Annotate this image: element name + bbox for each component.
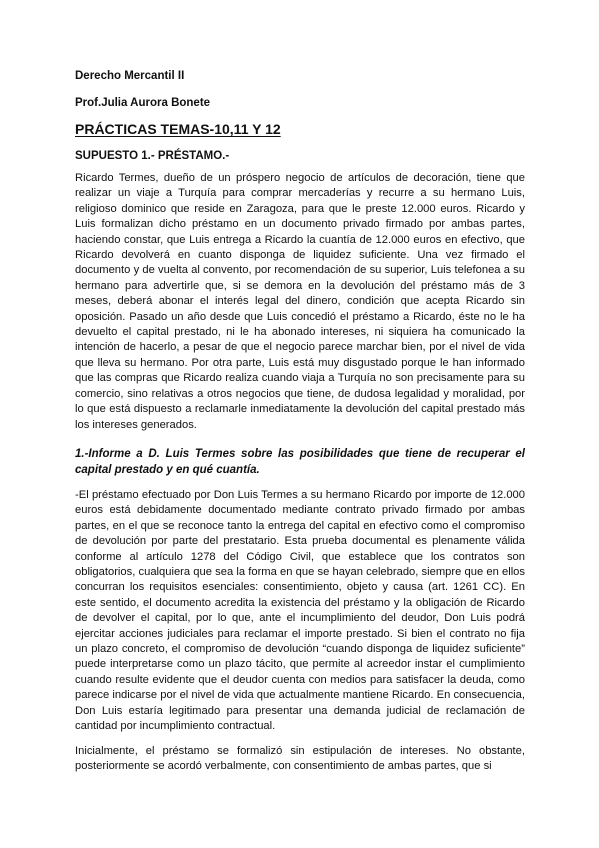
answer-paragraph: -El préstamo efectuado por Don Luis Termes a su hermano Ricardo por importe de 12.000 euros está debidamente documentado mediante contrato privado firmado por ambas partes, en el que se reconoce tanto la entrega del capital en efectivo como el compromiso de devolución por parte del prestatario. Esta prueba documental es plenamente válida conforme al artículo 1278 del Código Civil, que establece que los contratos son obligatorios, cualquiera que sea la forma en que se hayan celebrado, siempre que en ellos concurran los requisitos esenciales: consentimiento, objeto y causa (art. 1261 CC). En este sentido, el documento acredita la existencia del préstamo y la obligación de Ricardo de devolver el capital, por lo que, ante el incumplimiento del deudor, Don Luis podrá ejercitar acciones judiciales para reclamar el importe prestado. Si bien el contrato no fija un plazo concreto, el compromiso de devolución “cuando disponga de liquidez suficiente” puede interpretarse como un plazo tácito, que permite al acreedor instar el cumplimiento cuando resulte evidente que el deudor cuenta con medios para satisfacer la deuda, como parece indicarse por el nivel de vida que actualmente mantiene Ricardo. En consecuencia, Don Luis estaría legitimado para presentar una demanda judicial de reclamación de cantidad por incumplimiento contractual. <box>75 489 525 733</box>
professor-name: Prof.Julia Aurora Bonete <box>75 97 211 109</box>
case-title: SUPUESTO 1.- PRÉSTAMO.- <box>75 150 230 162</box>
interest-paragraph: Inicialmente, el préstamo se formalizó sin estipulación de intereses. No obstante, posteriormente se acordó verbalmente, con consentimiento de ambas partes, que si <box>75 745 525 773</box>
course-name: Derecho Mercantil II <box>75 70 185 82</box>
document-title: PRÁCTICAS TEMAS-10,11 Y 12 <box>75 121 281 137</box>
case-statement-paragraph: Ricardo Termes, dueño de un próspero negocio de artículos de decoración, tiene que realizar un viaje a Turquía para comprar mercaderías y recurre a su hermano Luis, religioso dominico que reside en Zaragoza, para que le preste 12.000 euros. Ricardo y Luis formalizan dicho préstamo en un documento privado firmado por ambas partes, haciendo constar, que Luis entrega a Ricardo la cuantía de 12.000 euros en efectivo, que Ricardo devolverá en cuanto disponga de liquidez suficiente. Una vez firmado el documento y de vuelta al convento, por recomendación de su superior, Luis telefonea a su hermano para advertirle que, si se demora en la devolución del préstamo más de 3 meses, deberá abonar el interés legal del dinero, condición que acepta Ricardo sin oposición. Pasado un año desde que Luis concedió el préstamo a Ricardo, éste no le ha devuelto el capital prestado, ni le ha abonado intereses, ni siquiera ha comunicado la intención de hacerlo, a pesar de que el negocio parece marchar bien, por el nivel de vida que lleva su hermano. Por otra parte, Luis está muy disgustado porque le han informado que las compras que Ricardo realiza cuando viaja a Turquía no son precisamente para su comercio, sino relativas a otros negocios que tiene, de dudosa legalidad y moralidad, por lo que está dispuesto a reclamarle inmediatamente la devolución del capital prestado más los intereses generados. <box>75 172 525 431</box>
question-heading: 1.-Informe a D. Luis Termes sobre las posibilidades que tiene de recuperar el capital prestado y en qué cuantía. <box>75 448 525 476</box>
